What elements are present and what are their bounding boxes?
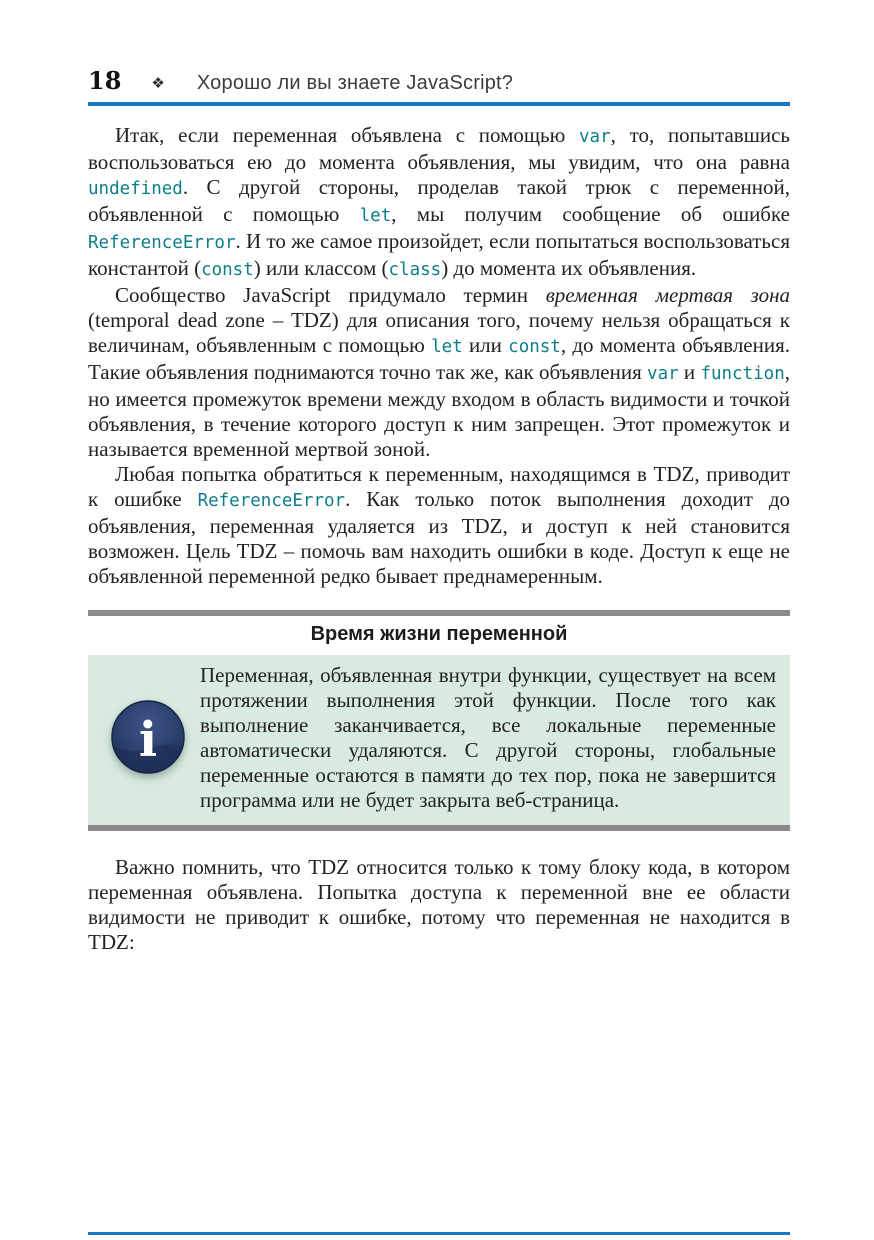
text-run: ) до момента их объявления. — [441, 256, 697, 280]
emphasis-text: временная мертвая зона — [545, 283, 790, 307]
info-icon-graphic — [109, 698, 187, 778]
info-callout — [88, 610, 790, 831]
inline-code: function — [700, 364, 785, 384]
paragraph — [88, 855, 790, 955]
callout-text: Переменная, объявленная внутри функции, существует на всем протяжении выполнения этой функции. После того как выполнение заканчивается, все локальные переменные автоматически удаляются. С другой стороны, глобальные переменные остаются в памяти до тех пор, пока не завершится программа или не будет закрыта веб-страница. — [200, 663, 776, 812]
inline-code: var — [647, 364, 679, 384]
text-run: Важно помнить, что TDZ относится только к тому блоку кода, в котором переменная объявлена. Попытка доступа к переменной вне ее области видимости не приводит к ошибке, потому что переменная не находится в TDZ: — [88, 855, 790, 954]
page-content — [88, 0, 790, 955]
paragraph — [88, 462, 790, 589]
paragraph — [88, 283, 790, 462]
header-rule — [88, 102, 790, 106]
running-head — [88, 0, 790, 95]
inline-code: let — [431, 337, 463, 357]
page-header — [88, 0, 790, 106]
body-paragraphs-after — [88, 855, 790, 955]
inline-code: class — [388, 260, 442, 280]
inline-code: ReferenceError — [197, 491, 346, 511]
svg-text:i: i — [138, 712, 158, 768]
text-run: , мы получим сообщение об ошибке — [391, 202, 790, 226]
inline-code: const — [508, 337, 561, 357]
text-run: ) или классом ( — [253, 256, 389, 280]
text-run: Любая попытка обратиться к переменным, находящимся в TDZ, приводит к ошибке — [88, 462, 790, 511]
text-run: , до момента объявления. Такие объявления поднимаются точно так же, как объявления — [88, 333, 791, 384]
text-run: , то, попытавшись воспользоваться ею до момента объявления, мы увидим, что она равна — [88, 123, 791, 174]
inline-code: undefined — [88, 179, 183, 199]
text-run: Сообщество JavaScript придумало термин — [115, 283, 546, 307]
footer-rule — [88, 1232, 790, 1235]
text-run: . С другой стороны, проделав такой трюк с переменной, объявленной с помощью — [88, 175, 790, 226]
page-body — [88, 123, 790, 955]
text-run: Итак, если переменная объявлена с помощью — [115, 123, 580, 147]
text-run: . Как только поток выполнения доходит до объявления, переменная удаляется из TDZ, и доступ к ней становится возможен. Цель TDZ – помочь вам находить ошибки в коде. Доступ к еще не объявленной переменной редко бывает преднамеренным. — [88, 487, 791, 588]
inline-code: var — [579, 127, 611, 147]
callout-body — [88, 655, 790, 825]
text-run: , но имеется промежуток времени между входом в область видимости и точкой объявления, в течение которого доступ к ним запрещен. Этот промежуток и называется временной мертвой зоной. — [88, 360, 790, 461]
page-number: 18 — [88, 66, 122, 95]
body-paragraphs — [88, 123, 790, 589]
info-icon — [96, 698, 200, 778]
inline-code: ReferenceError — [88, 233, 236, 253]
text-run: и — [678, 360, 701, 384]
inline-code: let — [359, 206, 392, 226]
text-run: . И то же самое произойдет, если попытаться воспользоваться константой ( — [88, 229, 790, 280]
paragraph — [88, 123, 790, 283]
text-run: (temporal dead zone – TDZ) для описания того, почему нельзя обращаться к величинам, объявленным с помощью — [88, 308, 790, 357]
callout-bottom-rule — [88, 825, 790, 831]
four-diamonds-icon: ❖ — [151, 74, 165, 92]
text-run: или — [462, 333, 509, 357]
running-title: Хорошо ли вы знаете JavaScript? — [196, 72, 514, 94]
callout-title: Время жизни переменной — [310, 623, 568, 645]
inline-code: const — [201, 260, 254, 280]
